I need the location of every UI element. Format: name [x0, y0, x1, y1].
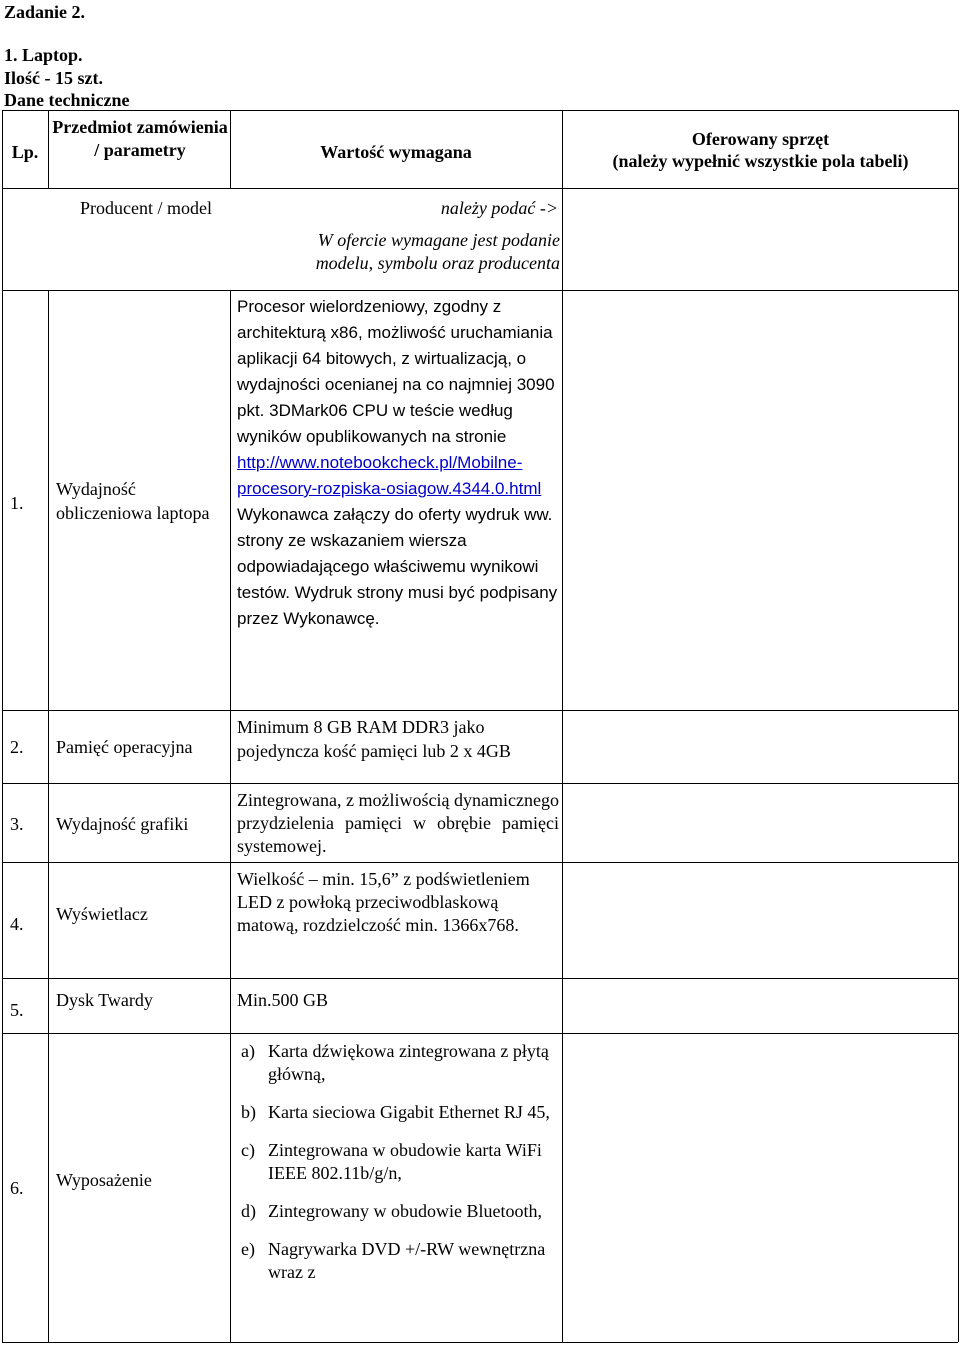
- row-name: Wydajność obliczeniowa laptopa: [56, 479, 210, 523]
- producer-required-note: W ofercie wymagane jest podanie modelu, symbolu oraz producenta: [315, 230, 560, 273]
- row-value: Zintegrowana, z możliwością dynamicznego przydzielenia pamięci w obrębie pamięci systemowej.: [237, 790, 559, 856]
- list-item: [241, 1101, 557, 1124]
- list-marker: b): [241, 1102, 256, 1122]
- row-value: Minimum 8 GB RAM DDR3 jako pojedyncza kość pamięci lub 2 x 4GB: [237, 717, 511, 761]
- row-number: 4.: [10, 914, 24, 934]
- list-item-text: Karta sieciowa Gigabit Ethernet RJ 45,: [268, 1102, 550, 1122]
- grid-line: [2, 110, 958, 111]
- row-offer-field[interactable]: [563, 1034, 958, 1342]
- row-number: 6.: [10, 1178, 24, 1198]
- column-header-lp: Lp.: [11, 142, 39, 162]
- row-value-text: Procesor wielordzeniowy, zgodny z architekturą x86, możliwość uruchamiania aplikacji 64 bitowych, z wirtualizacją, o wydajności ocenianej na co najmniej 3090 pkt. 3DMark06 CPU w teście według wyników opublikowanych na stronie: [237, 297, 555, 446]
- grid-line: [2, 1342, 958, 1343]
- list-item: [241, 1200, 557, 1223]
- row-name: Wydajność grafiki: [56, 814, 189, 834]
- list-item-text: Nagrywarka DVD +/-RW wewnętrzna wraz z: [268, 1239, 546, 1282]
- producer-required-hint: należy podać ->: [440, 198, 558, 218]
- producer-label: Producent / model: [80, 198, 212, 218]
- row-offer-field[interactable]: [563, 291, 958, 710]
- list-item-text: Zintegrowany w obudowie Bluetooth,: [268, 1201, 542, 1221]
- quantity-label: Ilość - 15 szt.: [4, 68, 103, 88]
- grid-line: [230, 290, 231, 1342]
- list-item: [241, 1238, 557, 1284]
- grid-line: [2, 110, 3, 1342]
- equipment-list: [241, 1040, 557, 1299]
- column-header-required: Wartość wymagana: [320, 142, 472, 162]
- row-offer-field[interactable]: [563, 711, 958, 783]
- row-offer-field[interactable]: [563, 784, 958, 862]
- column-header-subject: Przedmiot zamówienia / parametry: [52, 117, 228, 160]
- list-marker: e): [241, 1239, 255, 1259]
- list-item: [241, 1040, 557, 1086]
- row-value-text-after: Wykonawca załączy do oferty wydruk ww. strony ze wskazaniem wiersza odpowiadającego właściwemu wynikowi testów. Wydruk strony musi być podpisany przez Wykonawcę.: [237, 505, 558, 628]
- task-title: Zadanie 2.: [4, 2, 86, 22]
- row-name: Wyposażenie: [56, 1170, 152, 1190]
- list-marker: c): [241, 1140, 255, 1160]
- row-value: Min.500 GB: [237, 990, 329, 1010]
- list-marker: a): [241, 1041, 255, 1061]
- benchmark-link[interactable]: http://www.notebookcheck.pl/Mobilne-procesory-rozpiska-osiagow.4344.0.html: [237, 453, 542, 498]
- grid-line: [2, 188, 958, 189]
- grid-line: [48, 110, 49, 188]
- row-number: 2.: [10, 737, 24, 757]
- item-title: 1. Laptop.: [4, 45, 83, 65]
- list-item-text: Zintegrowana w obudowie karta WiFi IEEE 802.11b/g/n,: [268, 1140, 542, 1183]
- specs-label: Dane techniczne: [4, 90, 130, 110]
- row-name: Dysk Twardy: [56, 990, 153, 1010]
- list-marker: d): [241, 1201, 256, 1221]
- row-value: [237, 294, 559, 632]
- row-number: 5.: [10, 1000, 24, 1020]
- row-offer-field[interactable]: [563, 979, 958, 1033]
- row-name: Pamięć operacyjna: [56, 737, 193, 757]
- producer-offer-field[interactable]: [563, 190, 958, 290]
- column-header-offered: [563, 128, 958, 172]
- grid-line: [958, 110, 959, 1342]
- row-value: Wielkość – min. 15,6” z podświetleniem LED z powłoką przeciwodblaskową matową, rozdzielczość min. 1366x768.: [237, 869, 530, 935]
- offered-title: Oferowany sprzęt: [691, 129, 830, 149]
- offered-note: (należy wypełnić wszystkie pola tabeli): [612, 151, 909, 171]
- list-item-text: Karta dźwiękowa zintegrowana z płytą główną,: [268, 1041, 549, 1084]
- row-number: 3.: [10, 814, 24, 834]
- row-offer-field[interactable]: [563, 863, 958, 978]
- list-item: [241, 1139, 557, 1185]
- row-name: Wyświetlacz: [56, 904, 148, 924]
- row-number: 1.: [10, 493, 24, 513]
- grid-line: [48, 290, 49, 1342]
